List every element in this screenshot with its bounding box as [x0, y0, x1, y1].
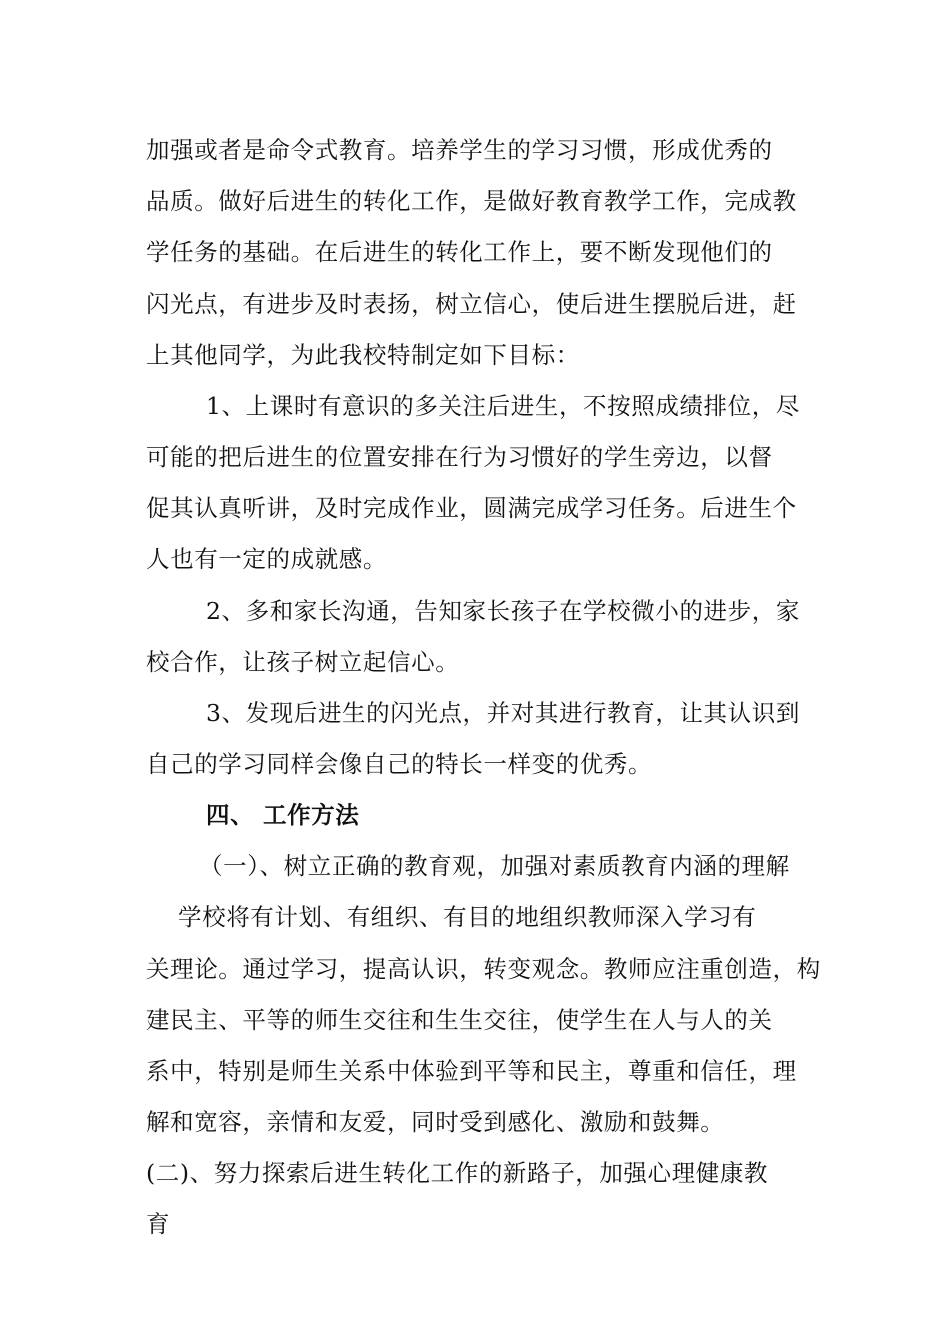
paragraph-line: 解和宽容，亲情和友爱，同时受到感化、激励和鼓舞。: [146, 1108, 725, 1136]
list-item-3: 3、发现后进生的闪光点，并对其进行教育，让其认识到: [206, 699, 800, 727]
subsection-heading-1: （一）、树立正确的教育观，加强对素质教育内涵的理解: [199, 852, 790, 880]
paragraph-line: 学任务的基础。在后进生的转化工作上，要不断发现他们的: [146, 238, 773, 266]
subsection-heading-2: (二)、努力探索后进生转化工作的新路子，加强心理健康教: [146, 1159, 769, 1187]
paragraph-line: 闪光点，有进步及时表扬，树立信心，使后进生摆脱后进，赶: [146, 290, 797, 318]
paragraph-line: 校合作，让孩子树立起信心。: [146, 648, 460, 676]
paragraph-line: 关理论。通过学习，提高认识，转变观念。教师应注重创造，构: [146, 955, 821, 983]
paragraph-line: 品质。做好后进生的转化工作，是做好教育教学工作，完成教: [146, 187, 797, 215]
list-item-1: 1、上课时有意识的多关注后进生，不按照成绩排位，尽: [206, 392, 800, 420]
section-heading: 四、 工作方法: [206, 801, 360, 829]
paragraph-line: 人也有一定的成就感。: [146, 545, 387, 573]
paragraph-line: 建民主、平等的师生交往和生生交往，使学生在人与人的关: [146, 1006, 773, 1034]
paragraph-line: 系中，特别是师生关系中体验到平等和民主，尊重和信任，理: [146, 1057, 797, 1085]
list-item-2: 2、多和家长沟通，告知家长孩子在学校微小的进步，家: [206, 597, 800, 625]
paragraph-line: 育: [146, 1210, 171, 1238]
paragraph-line: 学校将有计划、有组织、有目的地组织教师深入学习有: [178, 903, 757, 931]
paragraph-line: 可能的把后进生的位置安排在行为习惯好的学生旁边，以督: [146, 443, 773, 471]
paragraph-line: 加强或者是命令式教育。培养学生的学习习惯，形成优秀的: [146, 136, 773, 164]
paragraph-line: 上其他同学，为此我校特制定如下目标：: [146, 341, 580, 369]
paragraph-line: 自己的学习同样会像自己的特长一样变的优秀。: [146, 750, 653, 778]
paragraph-line: 促其认真听讲，及时完成作业，圆满完成学习任务。后进生个: [146, 494, 797, 522]
